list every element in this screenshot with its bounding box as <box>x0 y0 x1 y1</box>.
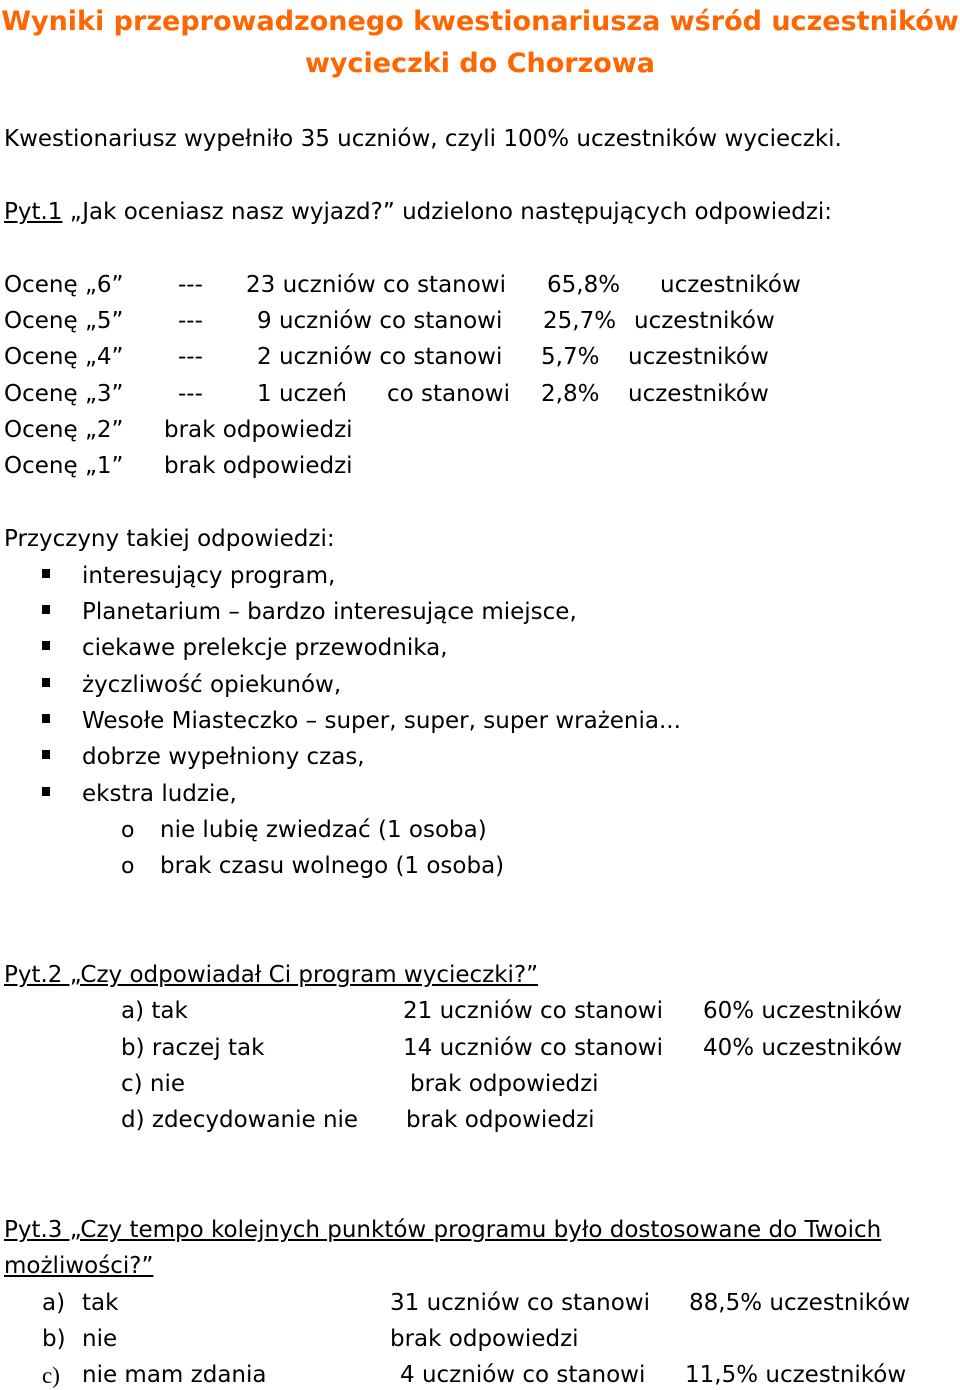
intro-text: Kwestionariusz wypełniło 35 uczniów, czyli 100% uczestników wycieczki. <box>4 126 842 152</box>
q3-pct: 88,5% uczestników <box>689 1290 911 1316</box>
q3-option: nie <box>82 1326 118 1352</box>
q2-count: 14 uczniów co stanowi <box>403 1035 664 1061</box>
list-item: dobrze wypełniony czas, <box>82 744 365 770</box>
q3-count: 4 uczniów co stanowi <box>400 1362 646 1388</box>
q1-label: Pyt.1 <box>4 199 63 225</box>
q3-option-letter: b) <box>42 1326 66 1352</box>
q1-row-rest: uczestników <box>628 381 769 407</box>
list-item: życzliwość opiekunów, <box>82 672 342 698</box>
q3-count: brak odpowiedzi <box>390 1326 579 1352</box>
q3-pct: 11,5% uczestników <box>685 1362 907 1388</box>
q2-question: „Czy odpowiadał Ci program wycieczki?” <box>62 962 539 988</box>
q1-row-grade: Ocenę „6” <box>4 272 124 298</box>
q3-option-letter: c) <box>42 1363 60 1388</box>
q1-question: „Jak oceniasz nasz wyjazd?” udzielono następujących odpowiedzi: <box>62 199 833 225</box>
bullet-icon <box>42 641 50 650</box>
q1-row-count: 9 uczniów co stanowi <box>257 308 503 334</box>
q1-row-pct: 5,7% <box>541 344 600 370</box>
bullet-icon <box>42 750 50 759</box>
q1-heading <box>4 201 832 224</box>
q1-row-pct: 2,8% <box>541 381 600 407</box>
bullet-icon <box>42 714 50 723</box>
q3-option-letter: a) <box>42 1290 66 1316</box>
q1-row-dash: --- <box>178 272 203 298</box>
q1-row-count: 2 uczniów co stanowi <box>257 344 503 370</box>
page-title-line2: wycieczki do Chorzowa <box>304 48 656 79</box>
q3-count: 31 uczniów co stanowi <box>390 1290 651 1316</box>
q2-count: 21 uczniów co stanowi <box>403 998 664 1024</box>
list-item: ciekawe prelekcje przewodnika, <box>82 635 448 661</box>
circle-bullet-icon: o <box>121 854 135 879</box>
q1-row-grade: Ocenę „1” <box>4 453 124 479</box>
q1-row-dash: --- <box>178 344 203 370</box>
q1-row-grade: Ocenę „4” <box>4 344 124 370</box>
list-item: brak czasu wolnego (1 osoba) <box>160 853 505 879</box>
q1-row-dash: --- <box>178 308 203 334</box>
q3-question-line1: „Czy tempo kolejnych punktów programu było dostosowane do Twoich <box>62 1217 882 1243</box>
list-item: Wesołe Miasteczko – super, super, super wrażenia... <box>82 708 681 734</box>
reasons-heading: Przyczyny takiej odpowiedzi: <box>4 526 335 552</box>
q1-row-grade: Ocenę „3” <box>4 381 124 407</box>
list-item: nie lubię zwiedzać (1 osoba) <box>160 817 487 843</box>
list-item: Planetarium – bardzo interesujące miejsce, <box>82 599 577 625</box>
q1-row-pct: 65,8% <box>547 272 621 298</box>
q2-count: brak odpowiedzi <box>410 1071 599 1097</box>
q2-option: b) raczej tak <box>121 1035 265 1061</box>
q1-row-count: 1 uczeń <box>257 381 347 407</box>
q3-question-line2: możliwości?” <box>4 1253 154 1279</box>
bullet-icon <box>42 569 50 578</box>
q3-option: nie mam zdania <box>82 1362 267 1388</box>
q2-option: c) nie <box>121 1071 186 1097</box>
q1-row-grade: Ocenę „5” <box>4 308 124 334</box>
q2-option: d) zdecydowanie nie <box>121 1107 359 1133</box>
q2-heading <box>4 964 538 987</box>
q1-row-rest: brak odpowiedzi <box>164 417 353 443</box>
bullet-icon <box>42 678 50 687</box>
circle-bullet-icon: o <box>121 818 135 843</box>
q2-label: Pyt.2 <box>4 962 63 988</box>
q2-option: a) tak <box>121 998 188 1024</box>
q2-pct: 40% uczestników <box>703 1035 903 1061</box>
bullet-icon <box>42 605 50 614</box>
q2-count: brak odpowiedzi <box>406 1107 595 1133</box>
q1-row-rest: uczestników <box>660 272 801 298</box>
q1-row-count: 23 uczniów co stanowi <box>246 272 507 298</box>
q1-row-count2: co stanowi <box>387 381 510 407</box>
q3-option: tak <box>82 1290 119 1316</box>
q3-label: Pyt.3 <box>4 1217 63 1243</box>
q1-row-dash: --- <box>178 381 203 407</box>
q1-row-grade: Ocenę „2” <box>4 417 124 443</box>
list-item: interesujący program, <box>82 563 336 589</box>
list-item: ekstra ludzie, <box>82 781 237 807</box>
bullet-icon <box>42 787 50 796</box>
q1-row-rest: uczestników <box>634 308 775 334</box>
q1-row-pct: 25,7% <box>543 308 617 334</box>
q3-heading <box>4 1219 881 1242</box>
q1-row-rest: brak odpowiedzi <box>164 453 353 479</box>
q1-row-rest: uczestników <box>628 344 769 370</box>
q2-pct: 60% uczestników <box>703 998 903 1024</box>
page-title-line1: Wyniki przeprowadzonego kwestionariusza wśród uczestników <box>1 6 959 37</box>
